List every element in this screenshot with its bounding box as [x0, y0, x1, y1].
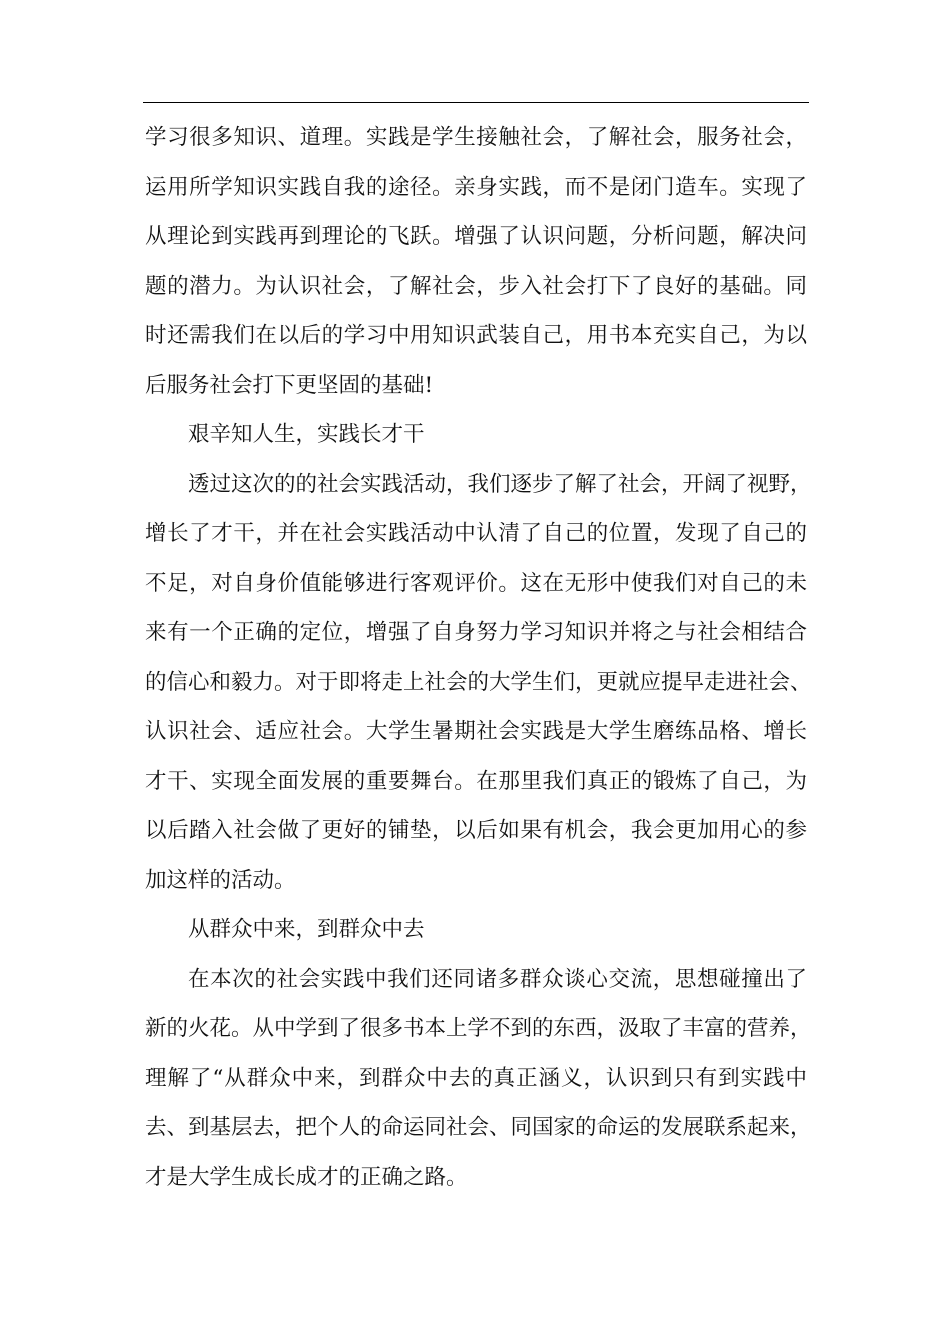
text-line: 透过这次的的社会实践活动，我们逐步了解了社会，开阔了视野，	[188, 471, 812, 497]
header-rule	[143, 102, 809, 103]
text-line: 不足，对自身价值能够进行客观评价。这在无形中使我们对自己的未	[145, 570, 807, 596]
text-line: 才是大学生成长成才的正确之路。	[145, 1164, 468, 1190]
text-line: 题的潜力。为认识社会，了解社会，步入社会打下了良好的基础。同	[145, 273, 807, 299]
text-line: 运用所学知识实践自我的途径。亲身实践，而不是闭门造车。实现了	[145, 174, 807, 200]
section-heading: 从群众中来，到群众中去	[188, 917, 425, 942]
text-line: 去、到基层去，把个人的命运同社会、同国家的命运的发展联系起来，	[145, 1115, 812, 1140]
body-text	[145, 113, 812, 1202]
text-line: 以后踏入社会做了更好的铺垫，以后如果有机会，我会更加用心的参	[145, 818, 807, 843]
text-line: 学习很多知识、道理。实践是学生接触社会，了解社会，服务社会，	[145, 125, 807, 150]
text-line: 来有一个正确的定位，增强了自身努力学习知识并将之与社会相结合	[145, 620, 807, 645]
text-line: 在本次的社会实践中我们还同诸多群众谈心交流，思想碰撞出了	[188, 966, 807, 992]
text-line: 的信心和毅力。对于即将走上社会的大学生们，更就应提早走进社会、	[145, 669, 812, 695]
text-line: 认识社会、适应社会。大学生暑期社会实践是大学生磨练品格、增长	[145, 719, 807, 744]
text-line: 加这样的活动。	[145, 867, 296, 893]
text-line: 才干、实现全面发展的重要舞台。在那里我们真正的锻炼了自己，为	[145, 768, 807, 794]
text-line: 从理论到实践再到理论的飞跃。增强了认识问题，分析问题，解决问	[145, 224, 807, 249]
text-line: 时还需我们在以后的学习中用知识武装自己，用书本充实自己，为以	[145, 323, 807, 348]
section-heading: 艰辛知人生，实践长才干	[188, 422, 425, 447]
text-line: 增长了才干，并在社会实践活动中认清了自己的位置，发现了自己的	[145, 521, 807, 546]
text-line: 理解了“从群众中来，到群众中去的真正涵义，认识到只有到实践中	[145, 1065, 807, 1091]
text-line: 新的火花。从中学到了很多书本上学不到的东西，汲取了丰富的营养，	[145, 1016, 812, 1041]
text-line: 后服务社会打下更坚固的基础!	[145, 372, 434, 398]
